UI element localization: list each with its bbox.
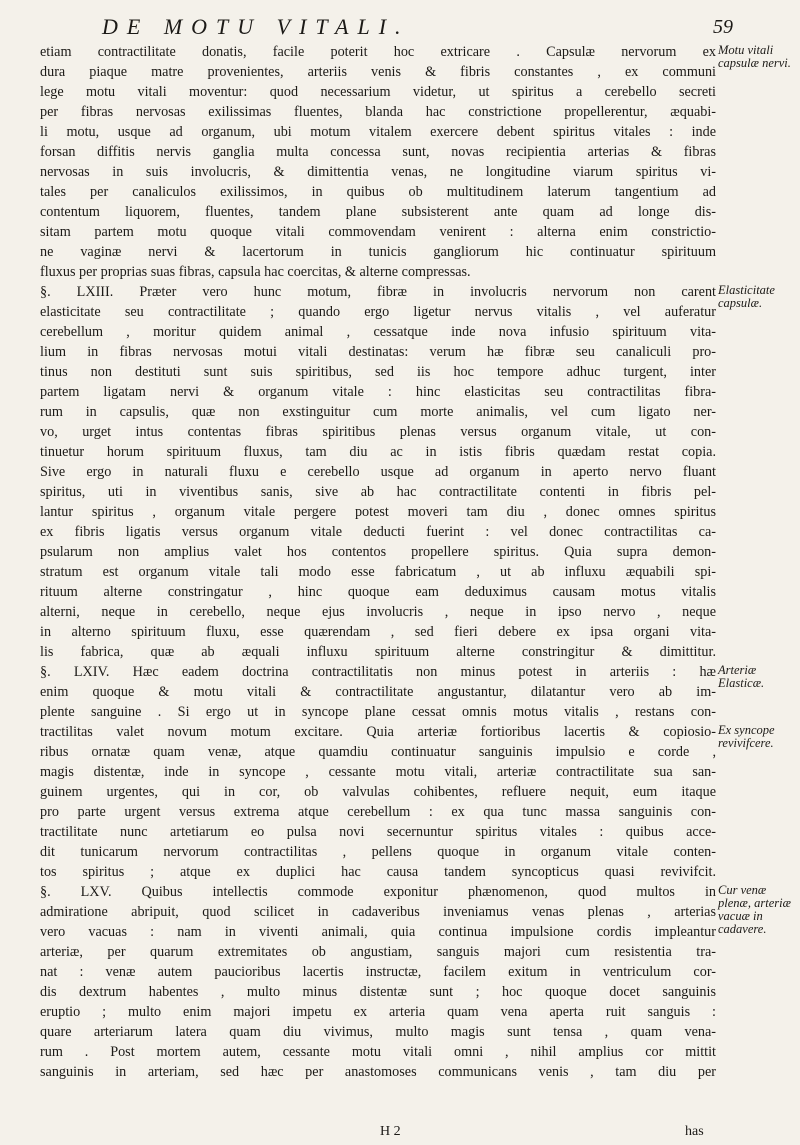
- text-line: ne vaginæ nervi & lacertorum in tunicis gangliorum hic continuatur spirituum: [40, 244, 716, 260]
- text-line: arteriæ, per quarum extremitates ob angustiam, sanguis majori cum resistentia tra-: [40, 944, 716, 960]
- text-line: fluxus per proprias suas fibras, capsula hac coercitas, & alterne compressas.: [40, 264, 471, 280]
- text-line: rituum alterne constringatur , hinc quoque eam deduximus causam motus vitalis: [40, 584, 716, 600]
- text-line: tractilitas valet novum motum excitare. Quia arteriæ fortioribus lacertis & copiosio-: [40, 724, 716, 740]
- text-line: partem ligatam nervi & organum vitale : hinc elasticitas seu contractilitas fibra-: [40, 384, 716, 400]
- signature-mark: H 2: [380, 1124, 401, 1139]
- running-head: [40, 14, 785, 44]
- text-line: stratum est organum vitale tali modo esse fabricatum , ut ab influxu æquabili spi-: [40, 564, 716, 580]
- text-line: dit tunicarum nervorum contractilitas , pellens quoque in organum vitale conten-: [40, 844, 716, 860]
- text-line: nervosas in suis involucris, & dimittentia venas, ne longitudine viarum spiritus vi-: [40, 164, 716, 180]
- text-line: lege motu vitali moventur: quod necessarium videtur, ut spiritus a cerebello secreti: [40, 84, 716, 100]
- page-number: 59: [713, 16, 733, 38]
- body-text: [40, 42, 716, 1102]
- text-line: tos spiritus ; atque ex duplici hac causa tandem syncopticus quasi revivifcit.: [40, 864, 716, 880]
- paragraph-start-line: §. LXIII. Præter vero hunc motum, fibræ in involucris nervorum non carent: [40, 284, 716, 300]
- margin-note: Elasticitate capsulæ.: [718, 283, 775, 310]
- text-line: lis fabrica, quæ ab æquali influxu spirituum alterne constringitur & dimittitur.: [40, 644, 716, 660]
- text-line: per fibras nervosas exilissimas fluentes, blanda hac constrictione propellerentur, æquabi-: [40, 104, 716, 120]
- text-line: tractilitate nunc artetiarum eo pulsa novi secernuntur spiritus vitales : quibus acce-: [40, 824, 716, 840]
- text-line: in alterno spirituum fluxu, esse quærendam , sed fieri debere ex ipsa organi vita-: [40, 624, 716, 640]
- page-footer: [40, 1124, 785, 1144]
- text-line: guinem urgentes, qui in cor, ob valvulas cohibentes, refluere nequit, eum itaque: [40, 784, 716, 800]
- text-line: [40, 1082, 716, 1102]
- text-line: quare arteriarum latera quam diu vivimus, multo magis sunt tensa , quam vena-: [40, 1024, 716, 1040]
- text-line: elasticitate seu contractilitate ; quando ergo ligetur nervus vitalis , vel auferatur: [40, 304, 716, 320]
- text-line: enim quoque & motu vitali & contractilitate angustantur, dilatantur vero ab im-: [40, 684, 716, 700]
- text-line: cerebellum , moritur quidem animal , cessatque inde nova infusio spirituum vita-: [40, 324, 716, 340]
- text-line: eruptio ; multo enim majori impetu ex arteria quam vena aperta ruit sanguis :: [40, 1004, 716, 1020]
- text-line: tales per canaliculos exilissimos, in quibus ob multitudinem laterum tangentium ad: [40, 184, 716, 200]
- text-line: lium in fibras nervosas motui vitali destinatas: verum hæ fibræ seu canaliculi pro-: [40, 344, 716, 360]
- text-line: alterni, neque in cerebello, neque ejus involucris , neque in ipso nervo , neque: [40, 604, 716, 620]
- text-line: vero vacuas : nam in viventi animali, quia continua impulsione cordis impleantur: [40, 924, 716, 940]
- text-line: rum in capsulis, quæ non exstinguitur cum morte animalis, vel cum ligato ner-: [40, 404, 716, 420]
- margin-note: Cur venæ plenæ, arteriæ vacuæ in cadavere.: [718, 883, 791, 936]
- catchword: has: [685, 1124, 704, 1139]
- margin-note: Ex syncope revivifcere.: [718, 723, 775, 750]
- text-line: vo, urget intus contentas fibras spiritibus plenas versus organum vitale, ut con-: [40, 424, 716, 440]
- text-line: ribus ornatæ quam venæ, atque quamdiu continuatur sanguinis impulsio e corde ,: [40, 744, 716, 760]
- paragraph-start-line: §. LXIV. Hæc eadem doctrina contractilitatis non minus potest in arteriis : hæ: [40, 664, 716, 680]
- text-line: dura piaque matre provenientes, arteriis venis & fibris constantes , ex communi: [40, 64, 716, 80]
- text-line: ex fibris ligatis versus organum vitale deducti fuerint : vel donec contractilitas ca-: [40, 524, 716, 540]
- text-line: tinus non destituti sunt suis spiritibus, sed iis hoc tempore adhuc turgent, inter: [40, 364, 716, 380]
- text-line: tinuetur horum spirituum fluxus, tam diu ac in istis fibris quædam restat copia.: [40, 444, 716, 460]
- text-line: sitam partem motu quoque vitali commovendam venirent : alterna enim constrictio-: [40, 224, 716, 240]
- text-line: etiam contractilitate donatis, facile poterit hoc extricare . Capsulæ nervorum ex: [40, 44, 716, 60]
- text-line: psularum non amplius valet hos contentos propellere spiritus. Quia supra demon-: [40, 544, 716, 560]
- margin-note: Arteriæ Elasticæ.: [718, 663, 765, 690]
- text-line: sanguinis in arteriam, sed hæc per anastomoses communicans venis , tam diu per: [40, 1064, 716, 1080]
- text-line: li motu, usque ad organum, ubi motum vitalem exercere debent spiritus vitales : inde: [40, 124, 716, 140]
- text-line: forsan diffitis nervis ganglia multa concessa sunt, novas recipientia arterias & fibras: [40, 144, 716, 160]
- text-line: plente sanguine . Si ergo ut in syncope plane cessat omnis motus vitalis , restans con-: [40, 704, 716, 720]
- text-line: admiratione abripuit, quod scilicet in cadaveribus inveniamus venas plenas , arterias: [40, 904, 716, 920]
- text-line: dis dextrum habentes , multo minus distentæ sunt ; hoc quoque docet sanguinis: [40, 984, 716, 1000]
- text-line: nat : venæ autem paucioribus lacertis instructæ, facilem exitum in ventriculum cor-: [40, 964, 716, 980]
- paragraph-start-line: §. LXV. Quibus intellectis commode exponitur phænomenon, quod multos in: [40, 884, 716, 900]
- running-title: DE MOTU VITALI.: [102, 14, 410, 39]
- margin-note: Motu vitali capsulæ nervi.: [718, 43, 791, 70]
- text-line: contentum liquorem, fluentes, tandem plane subsisterent ante quam ad longe dis-: [40, 204, 716, 220]
- text-line: magis distentæ, inde in syncope , cessante motu vitali, arteriæ contractilitate sua san-: [40, 764, 716, 780]
- text-line: Sive ergo in naturali fluxu e cerebello usque ad organum in aperto nervo fluant: [40, 464, 716, 480]
- text-line: spiritus, uti in viventibus sanis, sive ab hac contractilitate contenti in fibris pel-: [40, 484, 716, 500]
- text-line: rum . Post mortem autem, cessante motu vitali omni , nihil amplius cor mittit: [40, 1044, 716, 1060]
- text-line: pro parte urgent versus extrema atque cerebellum : ex qua tunc massa sanguinis con-: [40, 804, 716, 820]
- text-line: lantur spiritus , organum vitale pergere potest moveri tam diu , donec omnes spiritus: [40, 504, 716, 520]
